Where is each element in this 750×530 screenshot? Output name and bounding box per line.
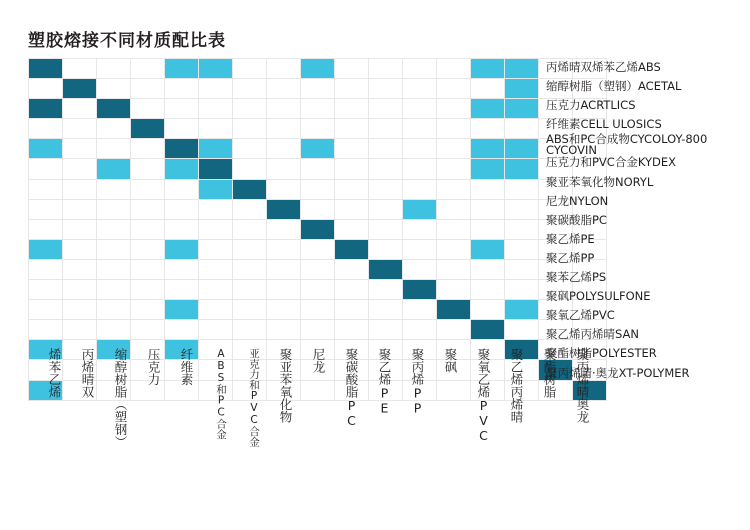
table-row	[29, 119, 607, 139]
row-label: 聚乙烯丙烯晴SAN	[546, 327, 639, 342]
matrix-cell	[267, 280, 301, 300]
matrix-cell	[63, 259, 97, 279]
matrix-cell	[63, 179, 97, 199]
matrix-cell	[505, 59, 539, 79]
matrix-cell	[471, 99, 505, 119]
matrix-cell	[369, 239, 403, 259]
matrix-cell	[335, 320, 369, 340]
matrix-cell	[369, 259, 403, 279]
matrix-cell	[335, 59, 369, 79]
matrix-cell	[437, 259, 471, 279]
matrix-cell	[29, 59, 63, 79]
matrix-cell	[267, 99, 301, 119]
matrix-cell	[335, 259, 369, 279]
matrix-cell	[233, 219, 267, 239]
matrix-cell	[403, 259, 437, 279]
matrix-cell	[131, 259, 165, 279]
matrix-cell	[471, 79, 505, 99]
column-label-list	[28, 348, 590, 523]
matrix-cell	[233, 119, 267, 139]
matrix-cell	[267, 159, 301, 179]
row-label: 聚乙烯PP	[546, 250, 595, 265]
matrix-cell	[233, 79, 267, 99]
matrix-cell	[267, 219, 301, 239]
matrix-cell	[97, 239, 131, 259]
matrix-cell	[335, 199, 369, 219]
matrix-cell	[403, 159, 437, 179]
matrix-cell	[165, 139, 199, 159]
matrix-cell	[335, 280, 369, 300]
matrix-cell	[165, 179, 199, 199]
matrix-cell	[267, 139, 301, 159]
matrix-cell	[471, 320, 505, 340]
column-label: 聚乙烯PE	[377, 348, 392, 416]
matrix-cell	[301, 320, 335, 340]
matrix-cell	[301, 259, 335, 279]
matrix-cell	[29, 199, 63, 219]
matrix-cell	[403, 239, 437, 259]
matrix-cell	[267, 259, 301, 279]
matrix-cell	[505, 99, 539, 119]
matrix-cell	[199, 300, 233, 320]
matrix-cell	[29, 119, 63, 139]
matrix-cell	[471, 59, 505, 79]
matrix-cell	[471, 179, 505, 199]
table-row	[29, 99, 607, 119]
matrix-cell	[471, 139, 505, 159]
matrix-cell	[199, 119, 233, 139]
matrix-cell	[369, 59, 403, 79]
matrix-cell	[97, 99, 131, 119]
matrix-cell	[301, 300, 335, 320]
page-title: 塑胶熔接不同材质配比表	[28, 31, 226, 51]
matrix-cell	[369, 300, 403, 320]
matrix-cell	[131, 139, 165, 159]
matrix-cell	[403, 300, 437, 320]
matrix-cell	[29, 179, 63, 199]
matrix-cell	[437, 199, 471, 219]
matrix-cell	[301, 59, 335, 79]
matrix-cell	[165, 320, 199, 340]
matrix-cell	[437, 280, 471, 300]
table-row	[29, 280, 607, 300]
matrix-cell	[267, 300, 301, 320]
matrix-cell	[301, 79, 335, 99]
matrix-cell	[199, 159, 233, 179]
matrix-cell	[505, 139, 539, 159]
matrix-cell	[165, 59, 199, 79]
matrix-cell	[199, 59, 233, 79]
matrix-cell	[403, 199, 437, 219]
matrix-cell	[29, 139, 63, 159]
matrix-cell	[131, 79, 165, 99]
matrix-cell	[131, 179, 165, 199]
matrix-cell	[165, 219, 199, 239]
matrix-cell	[403, 280, 437, 300]
matrix-cell	[29, 239, 63, 259]
matrix-cell	[131, 219, 165, 239]
matrix-cell	[63, 79, 97, 99]
matrix-cell	[471, 300, 505, 320]
matrix-cell	[233, 280, 267, 300]
column-label: 聚乙烯丙烯晴	[509, 348, 524, 423]
matrix-cell	[403, 179, 437, 199]
row-label: 压克力和PVC合金KYDEX	[546, 155, 676, 170]
row-label: 聚氧乙烯PVC	[546, 308, 615, 323]
matrix-cell	[505, 79, 539, 99]
column-label: 聚亚苯氧化物	[278, 348, 293, 423]
column-label: 聚丙烯PP	[410, 348, 425, 416]
matrix-cell	[29, 159, 63, 179]
matrix-cell	[437, 320, 471, 340]
matrix-cell	[369, 99, 403, 119]
matrix-cell	[199, 179, 233, 199]
column-label: 压克力	[146, 348, 161, 386]
matrix-cell	[199, 139, 233, 159]
matrix-cell	[471, 280, 505, 300]
matrix-cell	[233, 99, 267, 119]
matrix-cell	[301, 280, 335, 300]
matrix-cell	[97, 159, 131, 179]
matrix-cell	[131, 59, 165, 79]
matrix-cell	[97, 259, 131, 279]
matrix-cell	[267, 119, 301, 139]
table-row	[29, 159, 607, 179]
row-label: 聚苯乙烯PS	[546, 270, 607, 285]
matrix-cell	[165, 119, 199, 139]
matrix-cell	[233, 300, 267, 320]
column-label: ABS和PC合金	[215, 348, 227, 440]
matrix-cell	[335, 239, 369, 259]
matrix-cell	[63, 159, 97, 179]
matrix-cell	[437, 99, 471, 119]
column-label: 聚氧乙烯PVC	[476, 348, 491, 443]
matrix-cell	[471, 159, 505, 179]
matrix-cell	[63, 59, 97, 79]
matrix-cell	[437, 59, 471, 79]
row-label: 聚酯树脂POLYESTER	[546, 346, 657, 361]
column-label: 纤维素	[179, 348, 194, 386]
matrix-cell	[97, 179, 131, 199]
matrix-cell	[165, 159, 199, 179]
matrix-cell	[97, 300, 131, 320]
row-label: 聚丙烯晴·奥龙XT-POLYMER	[546, 365, 690, 380]
matrix-cell	[403, 219, 437, 239]
matrix-cell	[97, 139, 131, 159]
matrix-cell	[29, 259, 63, 279]
matrix-cell	[335, 119, 369, 139]
matrix-cell	[335, 179, 369, 199]
matrix-cell	[301, 99, 335, 119]
matrix-cell	[63, 300, 97, 320]
matrix-cell	[505, 159, 539, 179]
matrix-cell	[505, 239, 539, 259]
matrix-cell	[369, 179, 403, 199]
table-row	[29, 199, 607, 219]
matrix-cell	[471, 239, 505, 259]
matrix-cell	[471, 119, 505, 139]
matrix-cell	[97, 199, 131, 219]
matrix-cell	[233, 259, 267, 279]
matrix-cell	[131, 320, 165, 340]
matrix-cell	[29, 280, 63, 300]
table-row	[29, 300, 607, 320]
matrix-cell	[505, 320, 539, 340]
column-label: 尼龙	[311, 348, 326, 373]
matrix-cell	[369, 320, 403, 340]
matrix-cell	[505, 280, 539, 300]
matrix-cell	[63, 119, 97, 139]
matrix-cell	[369, 119, 403, 139]
matrix-cell	[131, 119, 165, 139]
column-label: 聚碳酸脂PC	[344, 348, 359, 428]
matrix-cell	[267, 239, 301, 259]
matrix-cell	[97, 59, 131, 79]
matrix-cell	[165, 239, 199, 259]
table-row	[29, 79, 607, 99]
matrix-cell	[199, 199, 233, 219]
matrix-cell	[29, 99, 63, 119]
matrix-cell	[437, 300, 471, 320]
matrix-cell	[437, 219, 471, 239]
matrix-cell	[403, 320, 437, 340]
row-label: 聚乙烯PE	[546, 231, 595, 246]
matrix-cell	[505, 119, 539, 139]
matrix-cell	[63, 199, 97, 219]
matrix-cell	[335, 139, 369, 159]
matrix-cell	[335, 219, 369, 239]
matrix-cell	[29, 300, 63, 320]
table-row	[29, 320, 607, 340]
matrix-cell	[199, 280, 233, 300]
row-label: 缩醇树脂（塑钢）ACETAL	[546, 79, 682, 94]
matrix-cell	[301, 239, 335, 259]
column-label: 丙烯晴双	[80, 348, 95, 398]
matrix-cell	[199, 79, 233, 99]
row-label-list	[546, 58, 750, 383]
matrix-cell	[29, 219, 63, 239]
matrix-cell	[165, 79, 199, 99]
matrix-cell	[403, 139, 437, 159]
matrix-cell	[335, 300, 369, 320]
matrix-cell	[267, 79, 301, 99]
matrix-cell	[63, 139, 97, 159]
matrix-cell	[301, 199, 335, 219]
matrix-cell	[301, 119, 335, 139]
matrix-cell	[471, 219, 505, 239]
matrix-cell	[165, 280, 199, 300]
matrix-cell	[437, 239, 471, 259]
matrix-cell	[471, 259, 505, 279]
matrix-cell	[233, 59, 267, 79]
matrix-cell	[63, 280, 97, 300]
matrix-cell	[131, 239, 165, 259]
matrix-cell	[63, 320, 97, 340]
matrix-cell	[335, 159, 369, 179]
matrix-cell	[63, 239, 97, 259]
row-label: 丙烯晴双烯苯乙烯ABS	[546, 60, 661, 74]
matrix-cell	[97, 320, 131, 340]
matrix-cell	[505, 259, 539, 279]
matrix-cell	[63, 99, 97, 119]
column-label: 聚丙烯晴奥龙	[575, 348, 590, 423]
matrix-cell	[335, 99, 369, 119]
matrix-cell	[165, 99, 199, 119]
table-row	[29, 59, 607, 79]
table-row	[29, 139, 607, 159]
table-row	[29, 219, 607, 239]
matrix-cell	[437, 79, 471, 99]
row-label: 纤维素CELL ULOSICS	[546, 117, 662, 132]
matrix-cell	[199, 259, 233, 279]
matrix-cell	[267, 59, 301, 79]
column-label: 聚酯树脂	[542, 348, 557, 398]
matrix-cell	[403, 99, 437, 119]
matrix-cell	[301, 159, 335, 179]
matrix-cell	[199, 239, 233, 259]
matrix-cell	[301, 179, 335, 199]
column-label: 烯苯乙烯	[47, 348, 62, 398]
matrix-cell	[199, 320, 233, 340]
matrix-cell	[165, 259, 199, 279]
matrix-cell	[233, 199, 267, 219]
matrix-cell	[505, 179, 539, 199]
column-label: 亚克力和PVC合金	[248, 348, 260, 447]
row-label: 尼龙NYLON	[546, 193, 609, 208]
matrix-cell	[369, 139, 403, 159]
matrix-cell	[437, 159, 471, 179]
matrix-cell	[369, 199, 403, 219]
matrix-cell	[505, 199, 539, 219]
matrix-cell	[437, 119, 471, 139]
column-label: 缩醇树脂（塑钢）	[113, 348, 128, 448]
matrix-cell	[131, 300, 165, 320]
matrix-cell	[233, 139, 267, 159]
row-label: 聚亚苯氧化物NORYL	[546, 174, 654, 189]
matrix-cell	[471, 199, 505, 219]
matrix-cell	[63, 219, 97, 239]
matrix-cell	[131, 159, 165, 179]
matrix-cell	[233, 239, 267, 259]
matrix-cell	[131, 280, 165, 300]
matrix-cell	[403, 119, 437, 139]
row-label: 压克力ACRTLICS	[546, 98, 636, 113]
matrix-cell	[131, 99, 165, 119]
matrix-cell	[267, 179, 301, 199]
matrix-cell	[267, 199, 301, 219]
table-row	[29, 179, 607, 199]
matrix-cell	[505, 219, 539, 239]
matrix-cell	[437, 179, 471, 199]
matrix-cell	[369, 159, 403, 179]
matrix-cell	[97, 280, 131, 300]
matrix-cell	[369, 79, 403, 99]
matrix-cell	[437, 139, 471, 159]
table-row	[29, 239, 607, 259]
matrix-cell	[97, 79, 131, 99]
matrix-cell	[267, 320, 301, 340]
matrix-cell	[505, 300, 539, 320]
matrix-cell	[301, 219, 335, 239]
matrix-cell	[97, 119, 131, 139]
matrix-cell	[301, 139, 335, 159]
matrix-cell	[199, 219, 233, 239]
matrix-cell	[403, 59, 437, 79]
column-label: 聚砜	[443, 348, 458, 373]
matrix-cell	[369, 219, 403, 239]
matrix-cell	[403, 79, 437, 99]
matrix-cell	[97, 219, 131, 239]
matrix-cell	[131, 199, 165, 219]
matrix-cell	[369, 280, 403, 300]
table-row	[29, 259, 607, 279]
matrix-cell	[165, 300, 199, 320]
matrix-cell	[233, 159, 267, 179]
row-label: 聚砜POLYSULFONE	[546, 289, 651, 304]
matrix-cell	[233, 320, 267, 340]
matrix-cell	[29, 79, 63, 99]
matrix-cell	[199, 99, 233, 119]
matrix-cell	[233, 179, 267, 199]
matrix-cell	[335, 79, 369, 99]
matrix-cell	[165, 199, 199, 219]
row-label: 聚碳酸脂PC	[546, 212, 607, 227]
matrix-cell	[29, 320, 63, 340]
row-label: ABS和PC合成物CYCOLOY-800 CYCOVIN	[546, 132, 708, 157]
